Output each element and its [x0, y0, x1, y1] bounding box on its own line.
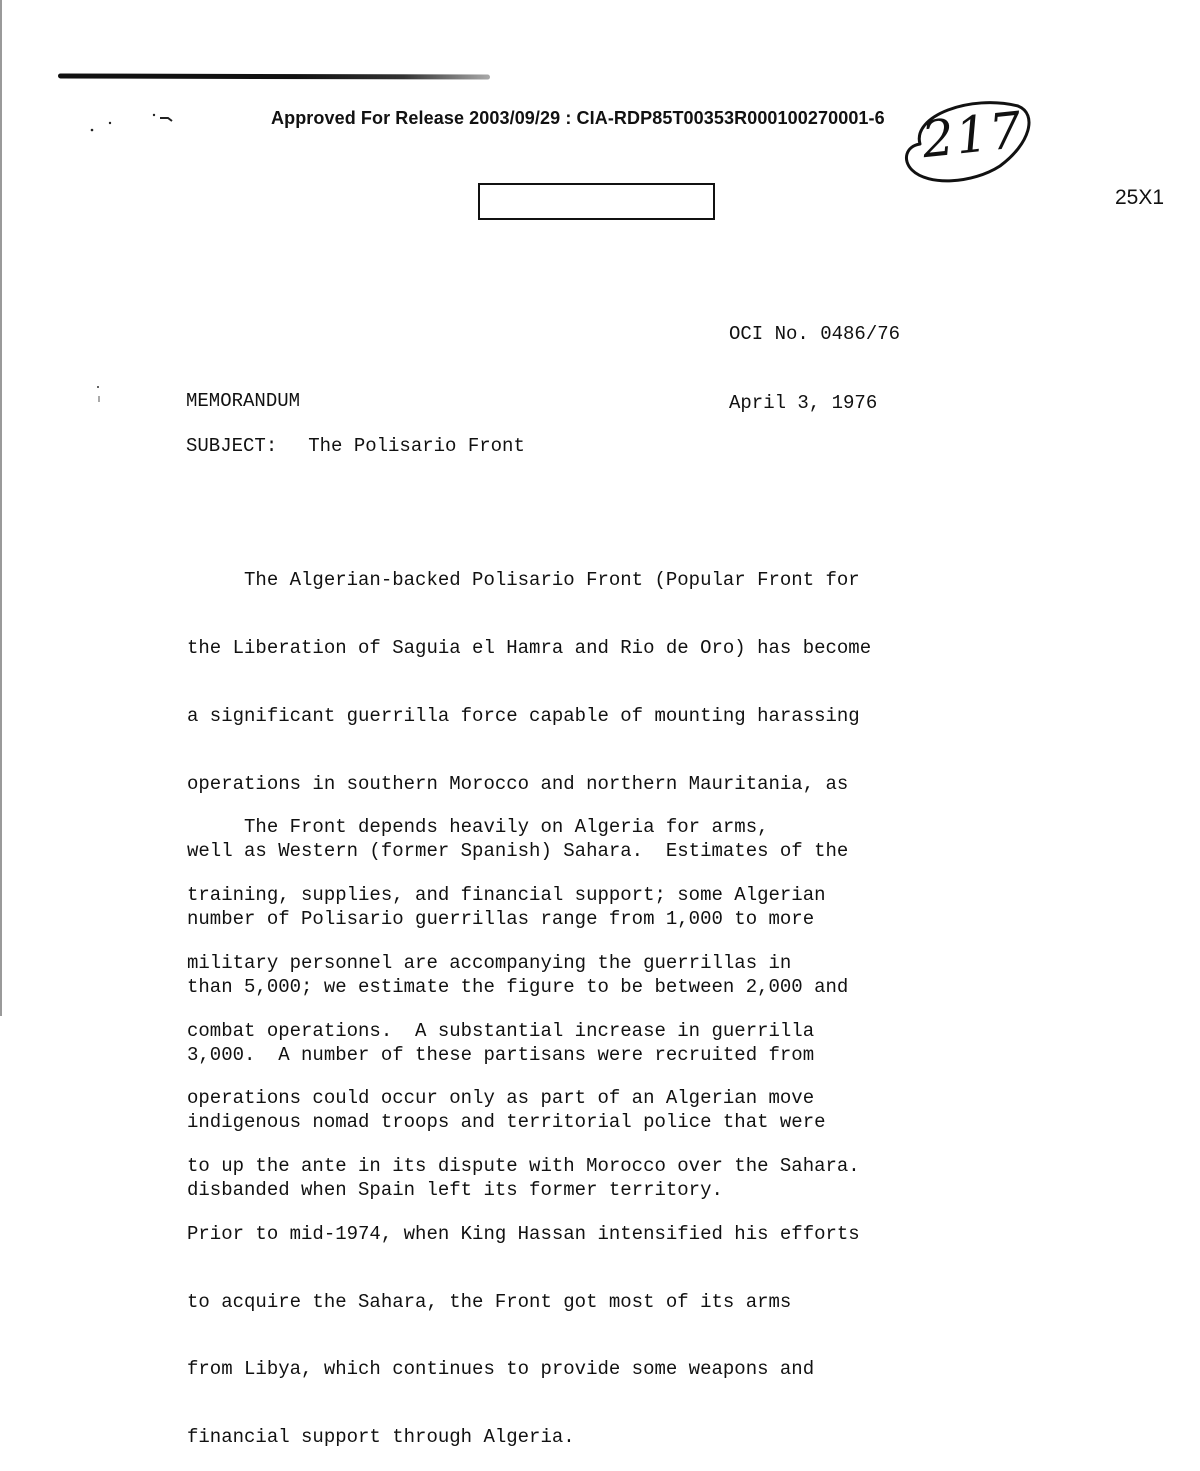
paragraph-line: to acquire the Sahara, the Front got most of its arms — [187, 1290, 792, 1313]
paragraph-line: training, supplies, and financial support; some Algerian — [187, 883, 826, 906]
paragraph-line: military personnel are accompanying the guerrillas in — [187, 951, 792, 974]
margin-code: 25X1 — [1115, 186, 1165, 209]
subject-label: SUBJECT: — [186, 435, 278, 457]
scan-left-edge — [0, 0, 2, 1016]
scan-specks — [88, 110, 188, 140]
body-paragraph-2 — [187, 771, 1187, 1471]
paragraph-line: the Liberation of Saguia el Hamra and Rio de Oro) has become — [187, 636, 872, 659]
oci-number: OCI No. 0486/76 — [729, 323, 901, 345]
memorandum-label: MEMORANDUM — [186, 390, 301, 412]
handwritten-number: 217 — [919, 100, 1027, 170]
paragraph-line: The Algerian-backed Polisario Front (Popular Front for — [187, 569, 860, 592]
paragraph-line: from Libya, which continues to provide some weapons and — [187, 1358, 815, 1381]
reference-block — [729, 277, 900, 438]
paragraph-line: than 5,000; we estimate the figure to be between 2,000 and — [187, 975, 849, 998]
paragraph-line: combat operations. A substantial increase in guerrilla — [187, 1019, 815, 1042]
paragraph-line: to up the ante in its dispute with Morocco over the Sahara. — [187, 1155, 860, 1178]
paragraph-line: Prior to mid-1974, when King Hassan intensified his efforts — [187, 1222, 860, 1245]
paragraph-line: disbanded when Spain left its former territory. — [187, 1179, 723, 1202]
paragraph-line: well as Western (former Spanish) Sahara. Estimates of the — [187, 840, 849, 863]
redaction-box — [478, 183, 715, 220]
memo-date: April 3, 1976 — [729, 392, 878, 414]
paragraph-line: a significant guerrilla force capable of mounting harassing — [187, 704, 860, 727]
paragraph-line: The Front depends heavily on Algeria for arms, — [187, 816, 769, 839]
paragraph-line: number of Polisario guerrillas range from 1,000 to more — [187, 908, 815, 931]
subject-line — [186, 435, 525, 457]
paragraph-line: operations in southern Morocco and northern Mauritania, as — [187, 772, 849, 795]
paragraph-line: operations could occur only as part of an Algerian move — [187, 1087, 815, 1110]
margin-specks — [94, 384, 104, 408]
top-rule-line — [58, 73, 490, 79]
paragraph-line: financial support through Algeria. — [187, 1426, 575, 1449]
paragraph-line: 3,000. A number of these partisans were recruited from — [187, 1043, 815, 1066]
release-header: Approved For Release 2003/09/29 : CIA-RDP85T00353R000100270001-6 — [271, 108, 885, 128]
subject-text: The Polisario Front — [308, 435, 525, 457]
handwritten-number-stamp — [900, 96, 1036, 188]
paragraph-line: indigenous nomad troops and territorial police that were — [187, 1111, 826, 1134]
